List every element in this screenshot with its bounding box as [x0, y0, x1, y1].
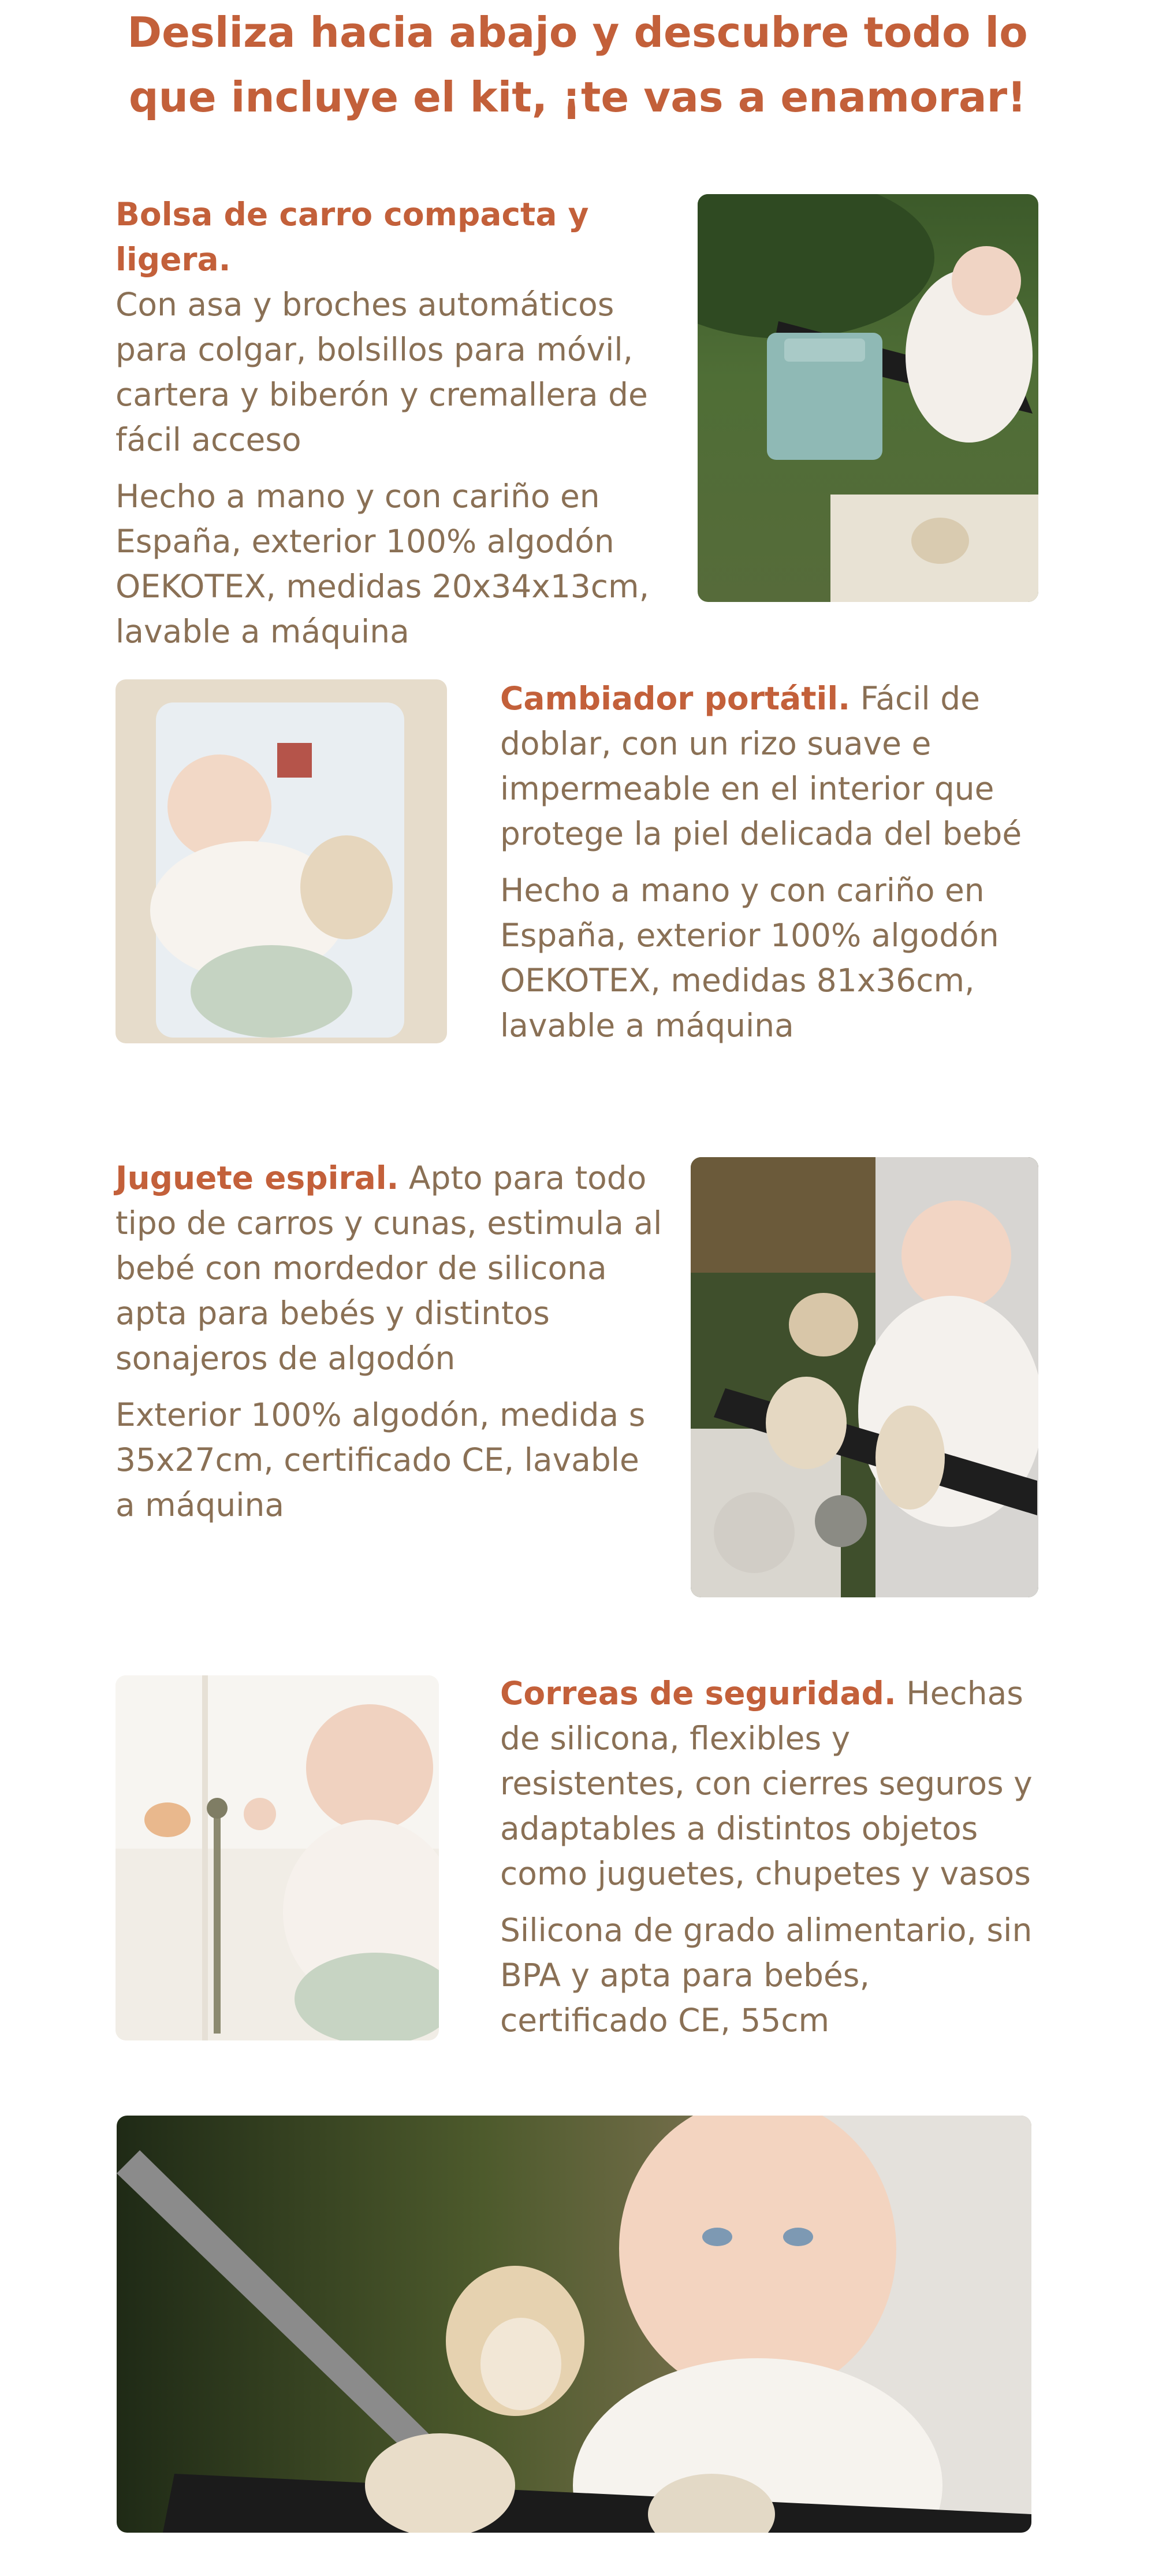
- headline-line-2: que incluye el kit, ¡te vas a enamorar!: [129, 73, 1026, 121]
- changing-mat-description: Cambiador portátil. Fácil de doblar, con un rizo suave e impermeable en el interior que protege la piel delicada del bebé: [500, 680, 1022, 852]
- changing-mat-title: Cambiador portátil.: [500, 680, 851, 717]
- silicone-straps-description: Correas de seguridad. Hechas de silicona, flexibles y resistentes, con cierres seguros y adaptables a distintos objetos como juguetes, chupetes y vasos: [500, 1675, 1033, 1892]
- stroller-bag-details: Hecho a mano y con cariño en España, exterior 100% algodón OEKOTEX, medidas 20x34x13cm, lavable a máquina: [116, 478, 650, 650]
- stroller-bag-photo: [698, 194, 1038, 602]
- stroller-bag-title: Bolsa de carro compacta y ligera.: [116, 196, 589, 278]
- stroller-closeup-photo: [117, 2116, 1031, 2533]
- page-headline: [0, 0, 1155, 129]
- headline-line-1: Desliza hacia abajo y descubre todo lo: [127, 8, 1028, 57]
- silicone-straps-title: Correas de seguridad.: [500, 1675, 896, 1712]
- spiral-toy-text: [116, 1155, 664, 1527]
- spiral-toy-details: Exterior 100% algodón, medida s 35x27cm, certificado CE, lavable a máquina: [116, 1396, 646, 1523]
- silicone-straps-details: Silicona de grado alimentario, sin BPA y apta para bebés, certificado CE, 55cm: [500, 1912, 1033, 2039]
- silicone-straps-photo: [116, 1675, 439, 2040]
- changing-mat-photo: [116, 679, 447, 1043]
- stroller-bag-description: Bolsa de carro compacta y ligera. Con asa y broches automáticos para colgar, bolsillos para móvil, cartera y biberón y cremallera de fácil acceso: [116, 196, 648, 458]
- stroller-bag-text: [116, 192, 664, 654]
- silicone-straps-text: [500, 1671, 1037, 2043]
- spiral-toy-title: Juguete espiral.: [116, 1159, 399, 1196]
- changing-mat-text: [500, 676, 1031, 1048]
- changing-mat-details: Hecho a mano y con cariño en España, exterior 100% algodón OEKOTEX, medidas 81x36cm, lavable a máquina: [500, 872, 999, 1044]
- spiral-toy-description: Juguete espiral. Apto para todo tipo de carros y cunas, estimula al bebé con mordedor de silicona apta para bebés y distintos sonajeros de algodón: [116, 1159, 662, 1377]
- spiral-toy-photo: [691, 1157, 1038, 1597]
